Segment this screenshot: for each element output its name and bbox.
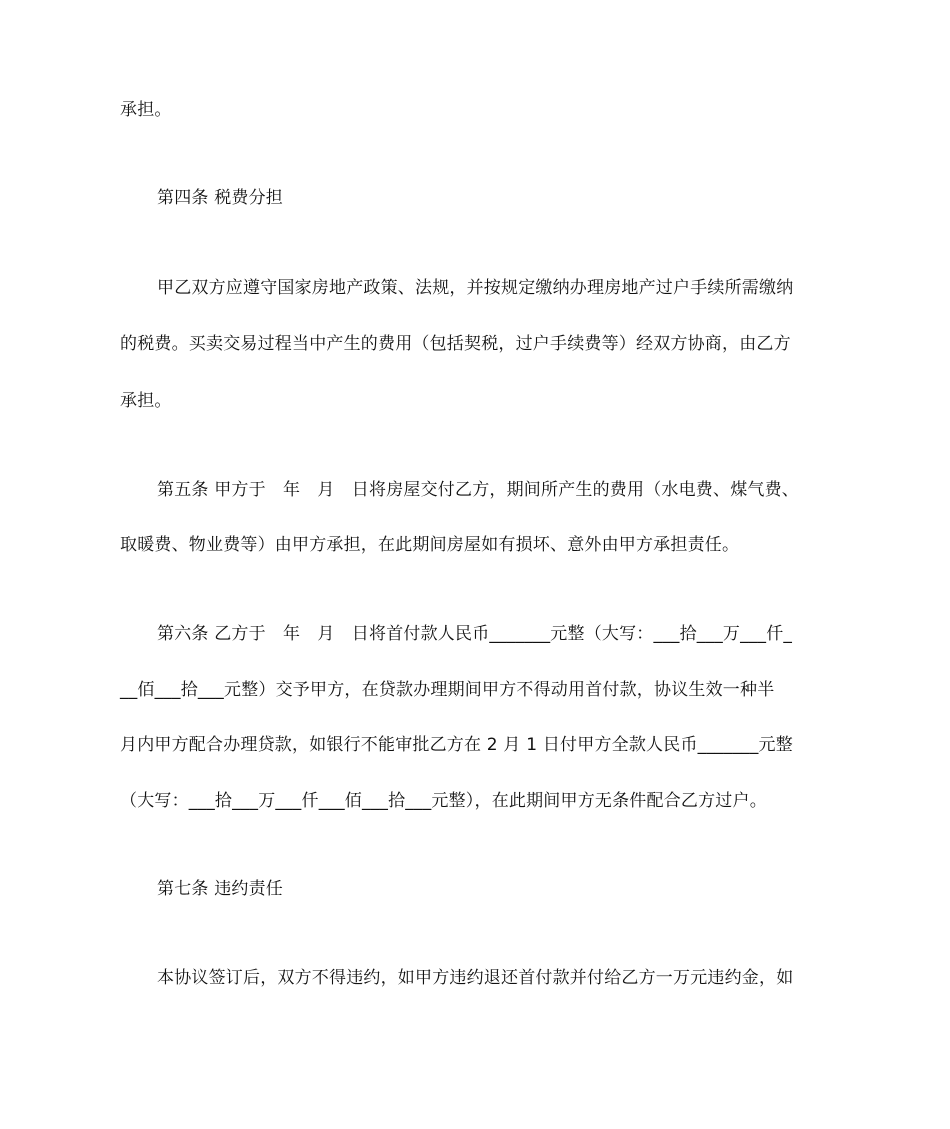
paragraph-line: 甲乙双方应遵守国家房地产政策、法规，并按规定缴纳办理房地产过户手续所需缴纳	[157, 278, 794, 298]
paragraph-line: 承担。	[120, 391, 172, 411]
paragraph-line: 第五条 甲方于 年 月 日将房屋交付乙方，期间所产生的费用（水电费、煤气费、	[157, 480, 800, 500]
paragraph-line: 取暖费、物业费等）由甲方承担，在此期间房屋如有损坏、意外由甲方承担责任。	[120, 535, 740, 555]
paragraph-line: __佰___拾___元整）交予甲方，在贷款办理期间甲方不得动用首付款，协议生效一种半	[120, 680, 775, 700]
paragraph-line: 承担。	[120, 100, 172, 120]
paragraph-line: 月内甲方配合办理贷款，如银行不能审批乙方在 2 月 1 日付甲方全款人民币_______元整	[120, 735, 793, 755]
paragraph-line: 的税费。买卖交易过程当中产生的费用（包括契税，过户手续费等）经双方协商，由乙方	[120, 334, 791, 354]
article-heading: 第四条 税费分担	[157, 188, 284, 208]
paragraph-line: 第六条 乙方于 年 月 日将首付款人民币_______元整（大写：___拾___万___仟_	[157, 624, 793, 644]
paragraph-line: （大写：___拾___万___仟___佰___拾___元整），在此期间甲方无条件配合乙方过户。	[120, 791, 767, 811]
article-heading: 第七条 违约责任	[157, 879, 284, 899]
paragraph-line: 本协议签订后，双方不得违约，如甲方违约退还首付款并付给乙方一万元违约金，如	[157, 968, 794, 988]
